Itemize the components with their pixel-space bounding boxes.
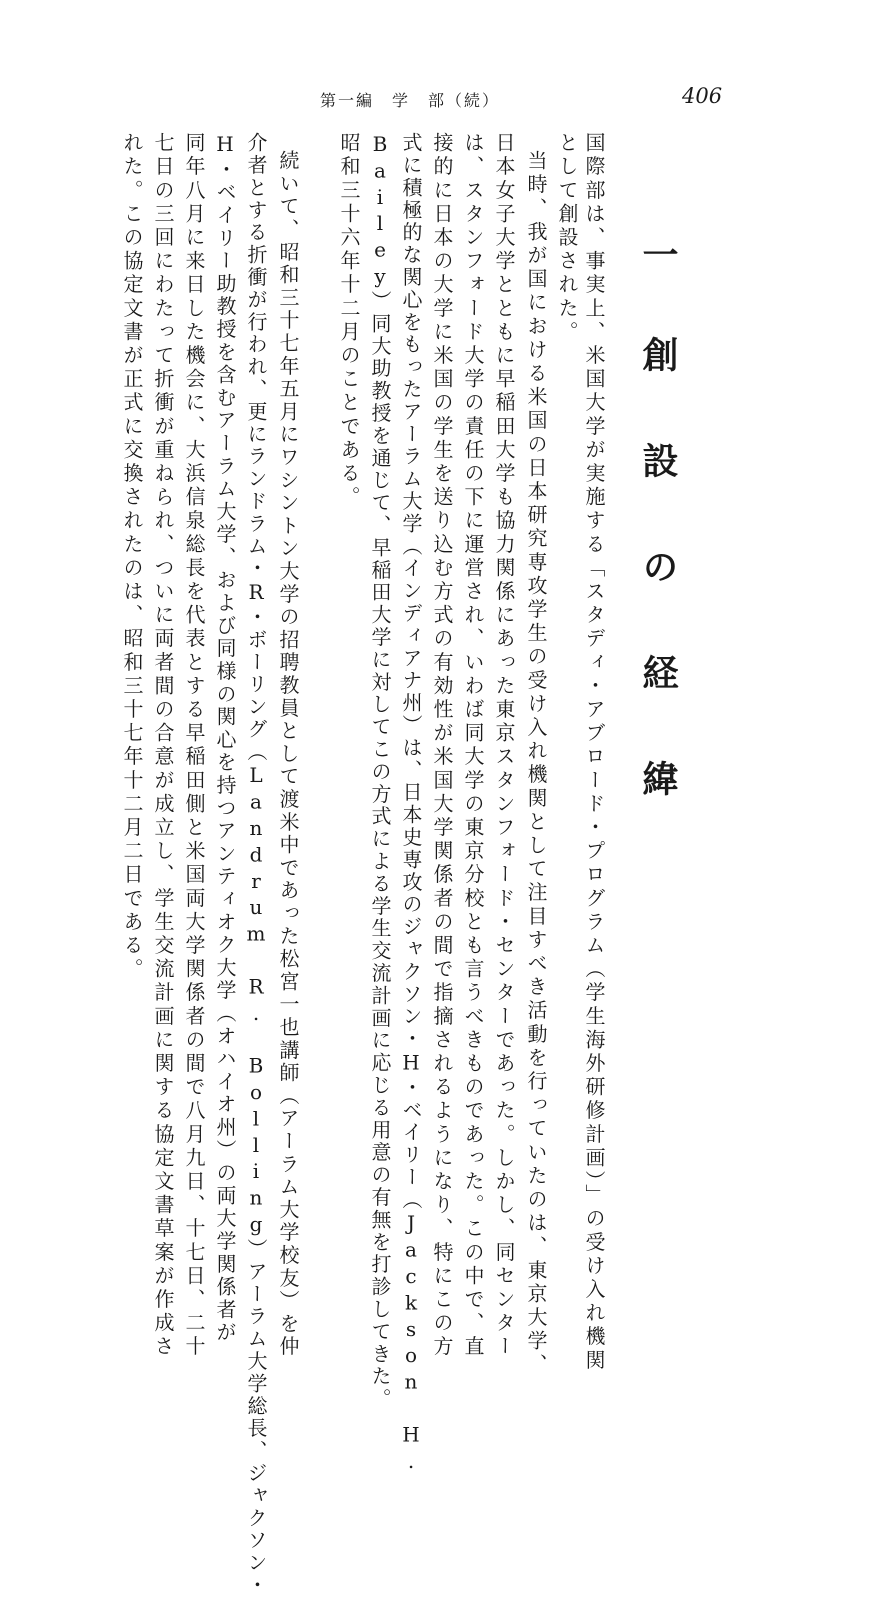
text-column-11: 介者とする折衝が行われ、更にランドラム・R・ボーリング（Landrum R. Bolling）アーラム大学総長、ジャクソン・ (244, 132, 268, 1597)
text-column-7: 式に積極的な関心をもったアーラム大学（インディアナ州）は、日本史専攻のジャクソン・H・ベイリー（Jackson H. (399, 132, 423, 1476)
text-column-12: H・ベイリー助教授を含むアーラム大学、および同様の関心を持つアンティオク大学（オハイオ州）の両大学関係者が (213, 132, 237, 1345)
text-column-5: は、スタンフォード大学の責任の下に運営され、いわば同大学の東京分校とも言うべきものであった。この中で、直 (461, 132, 485, 1360)
text-column-1: 国際部は、事実上、米国大学が実施する「スタディ・アブロード・プログラム（学生海外研修計画）」の受け入れ機関 (582, 132, 606, 1373)
text-column-8: Bailey）同大助教授を通じて、早稲田大学に対してこの方式による学生交流計画に応じる用意の有無を打診してきた。 (368, 132, 392, 1411)
text-column-9: 昭和三十六年十二月のことである。 (337, 132, 361, 510)
page-number: 406 (682, 84, 723, 108)
text-column-6: 接的に日本の大学に米国の学生を送り込む方式の有効性が米国大学関係者の間で指摘されるようになり、特にこの方 (430, 132, 454, 1360)
text-column-4: 日本女子大学とともに早稲田大学も協力関係にあった東京スタンフォード・センターであった。しかし、同センター (492, 132, 516, 1360)
text-column-3: 当時、我が国における米国の日本研究専攻学生の受け入れ機関として注目すべき活動を行っていたのは、東京大学、 (524, 150, 548, 1378)
text-column-10: 続いて、昭和三十七年五月にワシントン大学の招聘教員として渡米中であった松宮一也講師（アーラム大学校友）を仲 (276, 150, 300, 1359)
text-column-14: 七日の三回にわたって折衝が重ねられ、ついに両者間の合意が成立し、学生交流計画に関する協定文書草案が作成さ (151, 132, 175, 1360)
text-column-2: として創設された。 (555, 132, 579, 345)
section-title: 一 創 設 の 経 緯 (637, 236, 679, 810)
text-column-13: 同年八月に来日した機会に、大浜信泉総長を代表とする早稲田側と米国両大学関係者の間で八月九日、十七日、二十 (182, 132, 206, 1360)
running-head: 第一編 学 部（続） (320, 91, 501, 110)
text-column-15: れた。この協定文書が正式に交換されたのは、昭和三十七年十二月二日である。 (120, 132, 144, 982)
